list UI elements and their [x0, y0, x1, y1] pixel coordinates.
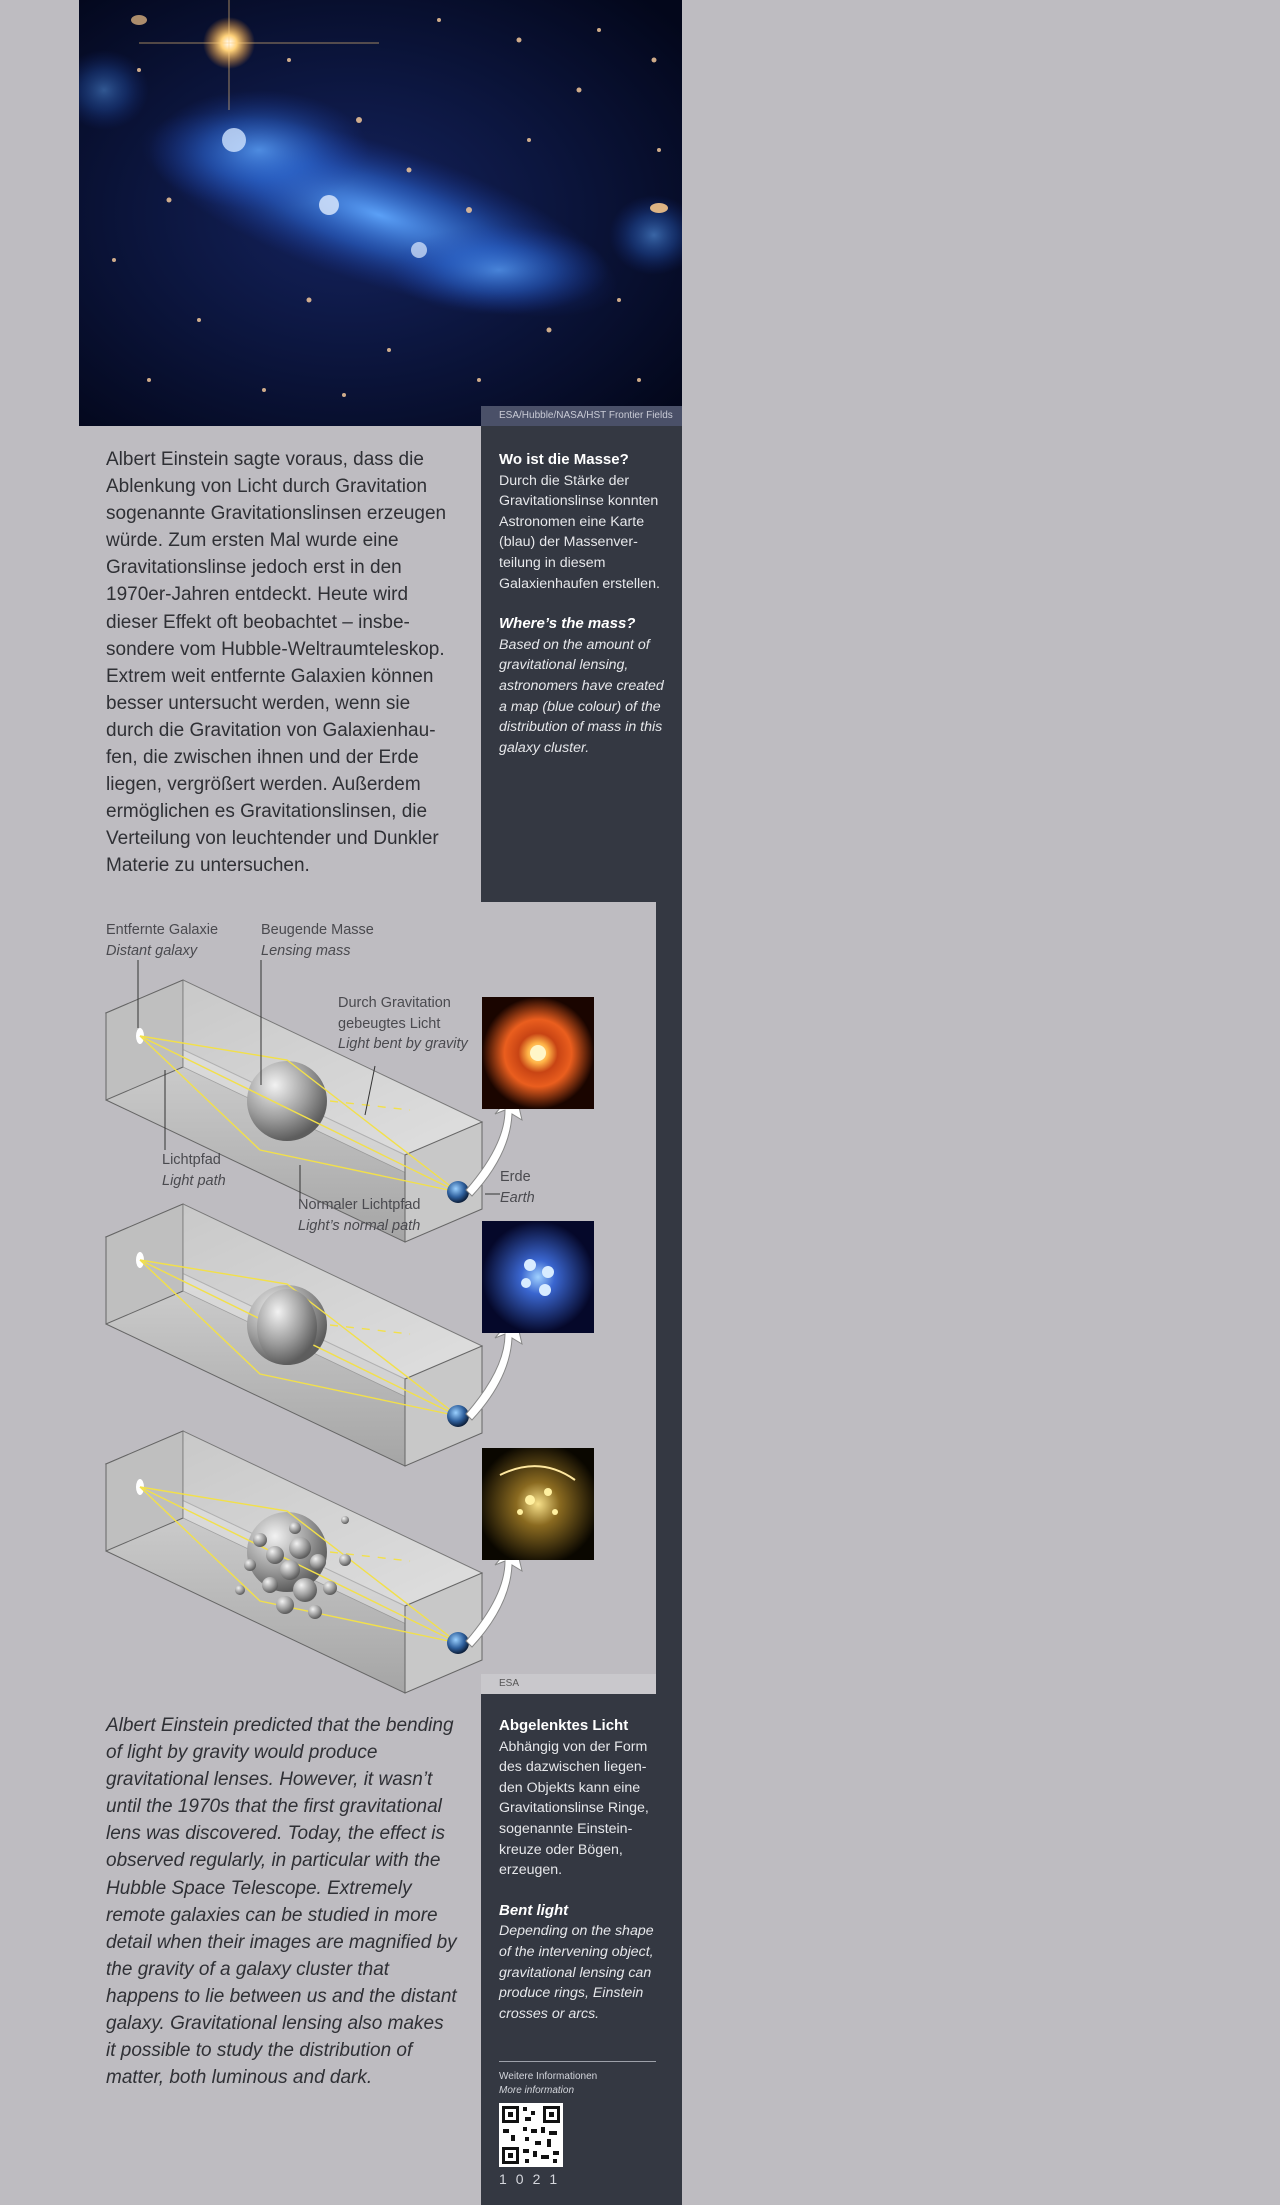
diagram-credit: ESA	[481, 1674, 656, 1694]
more-information	[499, 2061, 656, 2098]
galaxy-cluster-image	[79, 0, 682, 426]
label-lensing-mass-en: Lensing mass	[261, 942, 351, 959]
more-info-label-de: Weitere Informationen	[499, 2071, 598, 2082]
label-normal-path-en: Light’s normal path	[298, 1217, 421, 1234]
label-distant-galaxy-en: Distant galaxy	[106, 942, 198, 959]
label-normal-path-de: Normaler Lichtpfad	[298, 1197, 421, 1213]
label-lensing-mass	[261, 920, 374, 961]
label-earth-de: Erde	[500, 1169, 531, 1185]
label-normal-path	[298, 1195, 421, 1236]
label-distant-galaxy	[106, 920, 218, 961]
intro-text-en: Albert Einstein predicted that the bending of light by gravity would produce gravitational lenses. However, it wasn’t until the 1970s that the first gravitational lens was discovered. Today, the effect is observed regularly, in particular with the Hubble Space Telescope. Extremely remote galaxies can be studied in more detail when their images are magnified by the gravity of a galaxy cluster that happens to lie between us and the distant galaxy. Gravitational lensing also makes it possible to study the distribution of matter, both luminous and dark.	[106, 1715, 457, 2089]
label-earth-en: Earth	[500, 1189, 535, 1206]
label-light-path-de: Lichtpfad	[162, 1152, 221, 1168]
label-bent-light-de-2: gebeugtes Licht	[338, 1015, 441, 1032]
lensing-diagram	[0, 900, 660, 1700]
qr-code-icon[interactable]	[499, 2103, 563, 2167]
sidebar-light-box	[499, 1716, 664, 2024]
label-light-path	[162, 1150, 226, 1191]
sidebar-light-text-de: Abhängig von der Form des dazwischen liegenden Objekts kann eine Gravitationslinse Ringe, sogenannte Einsteinkreuze oder Bögen, erzeugen.	[499, 1738, 649, 1879]
intro-text-de: Albert Einstein sagte voraus, dass die Ablenkung von Licht durch Gravitation sogenannte Gravitationslinsen erzeugen würde. Zum ersten Mal wurde eine Gravitationslinse jedoch erst in den 1970er-Jahren entdeckt. Heute wird dieser Effekt oft beobachtet – insbesondere vom Hubble-Weltraumteleskop. Extrem weit entfernte Galaxien können besser untersucht werden, wenn sie durch die Gravitation von Galaxienhaufen, die zwischen ihnen und der Erde liegen, vergrößert werden. Außerdem ermöglichen es Gravitationslinsen, die Verteilung von leuchtender und Dunkler Materie zu untersuchen.	[106, 449, 447, 877]
label-earth	[500, 1167, 535, 1208]
sidebar-mass-heading-en: Where’s the mass?	[499, 615, 636, 633]
sidebar-mass-text-de: Durch die Stärke der Gravitationslinse konnten Astronomen eine Karte (blau) der Massenverteilung in diesem Galaxienhaufen erstellen.	[499, 472, 660, 592]
sidebar-mass-text-en: Based on the amount of gravitational lensing, astronomers have created a map (blue colour) of the distribution of mass in this galaxy cluster.	[499, 636, 664, 756]
sidebar-light-text-en: Depending on the shape of the intervening object, gravitational lensing can produce rings, Einstein crosses or arcs.	[499, 1923, 654, 2022]
sidebar-light-heading-en: Bent light	[499, 1901, 569, 1919]
sidebar-mass-heading-de: Wo ist die Masse?	[499, 451, 629, 468]
exhibit-code: 1021	[499, 2171, 567, 2187]
sidebar-mass-box	[499, 450, 664, 758]
label-lensing-mass-de: Beugende Masse	[261, 922, 374, 938]
label-distant-galaxy-de: Entfernte Galaxie	[106, 922, 219, 938]
label-light-path-en: Light path	[162, 1172, 226, 1189]
more-info-label-en: More information	[499, 2085, 575, 2096]
label-bent-light-de-1: Durch Gravitation	[338, 995, 451, 1011]
sidebar-light-heading-de: Abgelenktes Licht	[499, 1717, 629, 1734]
label-bent-light-en: Light bent by gravity	[338, 1036, 468, 1052]
image-credit: ESA/Hubble/NASA/HST Frontier Fields	[481, 406, 682, 426]
label-bent-light	[338, 993, 468, 1055]
